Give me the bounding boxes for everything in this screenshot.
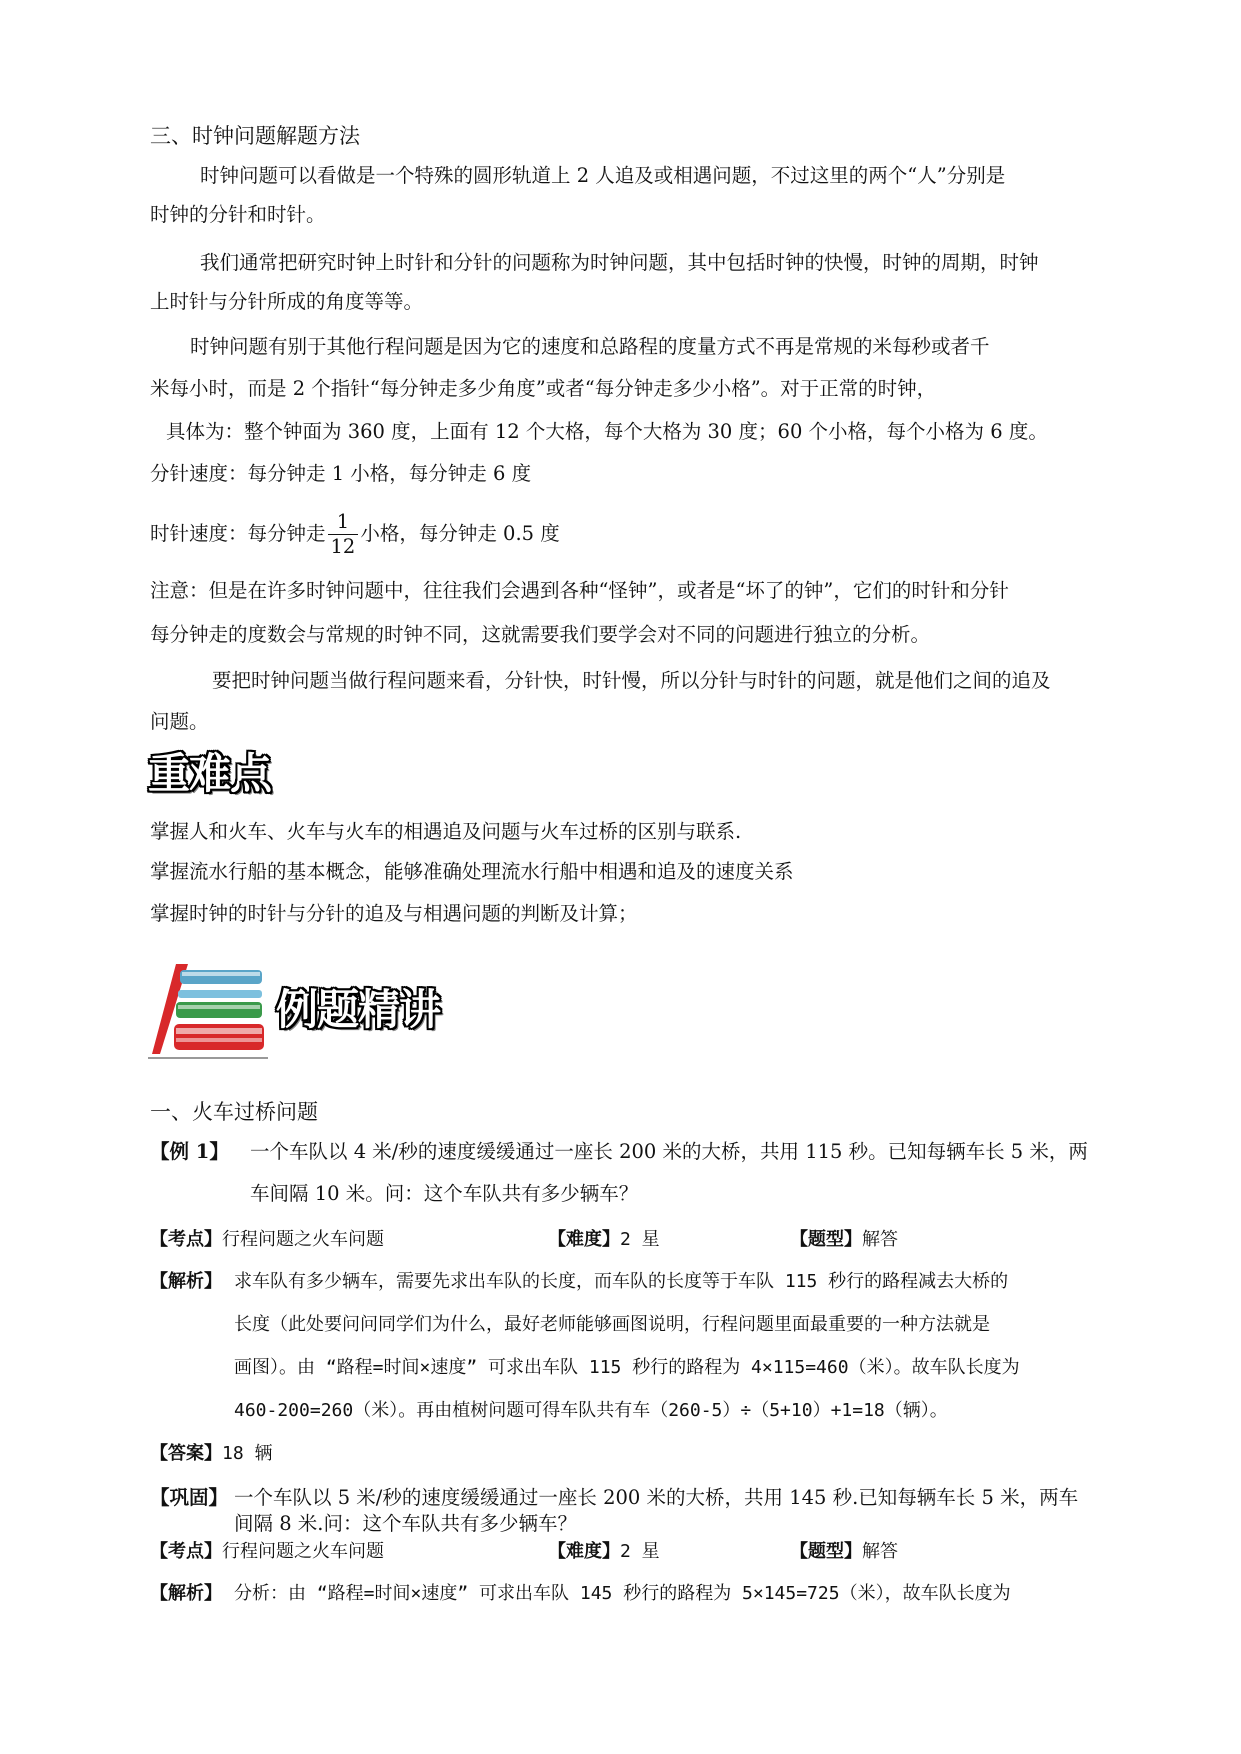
- paragraph-line: 要把时钟问题当做行程问题来看，分针快，时针慢，所以分针与时针的问题，就是他们之间的追及: [212, 669, 1051, 692]
- hour-speed-suffix: 小格，每分钟走 0.5 度: [360, 522, 560, 545]
- type-value: 解答: [862, 1229, 898, 1250]
- solution-line: 求车队有多少辆车，需要先求出车队的长度，而车队的长度等于车队 115 秒行的路程减去大桥的: [234, 1271, 1009, 1292]
- paragraph-line: 上时针与分针所成的角度等等。: [150, 290, 424, 313]
- paragraph-line: 时钟的分针和时针。: [150, 203, 326, 226]
- difficulty-item: 掌握流水行船的基本概念，能够准确处理流水行船中相遇和追及的速度关系: [150, 860, 794, 883]
- paragraph-line: 时钟问题可以看做是一个特殊的圆形轨道上 2 人追及或相遇问题，不过这里的两个“人”分别是: [200, 164, 1006, 187]
- difficulty-item: 掌握人和火车、火车与火车的相遇追及问题与火车过桥的区别与联系.: [150, 820, 742, 843]
- difficulty-item: 掌握时钟的时针与分针的追及与相遇问题的判断及计算；: [150, 902, 638, 925]
- meta-row: [790, 1226, 898, 1254]
- difficulty-value: 2 星: [620, 1541, 660, 1562]
- minute-speed-line: 分针速度：每分钟走 1 小格，每分钟走 6 度: [150, 462, 532, 485]
- question-line: 一个车队以 5 米/秒的速度缓缓通过一座长 200 米的大桥，共用 145 秒.已知每辆车长 5 米，两车: [234, 1486, 1079, 1509]
- answer-value: 18 辆: [222, 1443, 273, 1464]
- topic-value: 行程问题之火车问题: [222, 1541, 384, 1562]
- fraction-denominator: 12: [330, 535, 356, 558]
- note-line: 注意：但是在许多时钟问题中，往往我们会遇到各种“怪钟”，或者是“坏了的钟”，它们的时针和分针: [150, 579, 1009, 602]
- topic-value: 行程问题之火车问题: [222, 1229, 384, 1250]
- meta-tag: 【考点】: [150, 1229, 222, 1250]
- meta-row: [150, 1538, 384, 1566]
- difficulty-value: 2 星: [620, 1229, 660, 1250]
- meta-row: [790, 1538, 898, 1566]
- meta-tag: 【难度】: [548, 1541, 620, 1562]
- meta-tag: 【难度】: [548, 1229, 620, 1250]
- books-icon: [148, 962, 268, 1062]
- type-value: 解答: [862, 1541, 898, 1562]
- fraction: [328, 510, 359, 559]
- solution-line: 长度（此处要问问同学们为什么，最好老师能够画图说明，行程问题里面最重要的一种方法就是: [234, 1314, 990, 1335]
- question-line: 一个车队以 4 米/秒的速度缓缓通过一座长 200 米的大桥，共用 115 秒。已知每辆车长 5 米，两: [250, 1140, 1088, 1163]
- examples-title: 例题精讲: [276, 985, 441, 1034]
- hour-speed-line: [150, 506, 560, 562]
- meta-row: [150, 1226, 384, 1254]
- answer-row: [150, 1440, 273, 1468]
- example-tag: 【巩固】: [150, 1486, 229, 1509]
- meta-tag: 【考点】: [150, 1541, 222, 1562]
- solution-line: 分析：由 “路程=时间×速度” 可求出车队 145 秒行的路程为 5×145=725（米），故车队长度为: [234, 1583, 1011, 1604]
- meta-tag: 【题型】: [790, 1541, 862, 1562]
- meta-tag: 【解析】: [150, 1271, 222, 1292]
- section-heading: 三、时钟问题解题方法: [150, 124, 360, 148]
- section-heading: 一、火车过桥问题: [150, 1100, 318, 1124]
- solution-line: 460-200=260（米）。再由植树问题可得车队共有车（260-5）÷（5+10）+1=18（辆）。: [234, 1400, 948, 1421]
- paragraph-line: 具体为：整个钟面为 360 度，上面有 12 个大格，每个大格为 30 度；60 个小格，每个小格为 6 度。: [166, 420, 1048, 443]
- paragraph-line: 问题。: [150, 710, 209, 733]
- question-line: 车间隔 10 米。问：这个车队共有多少辆车？: [250, 1182, 639, 1205]
- paragraph-line: 我们通常把研究时钟上时针和分针的问题称为时钟问题，其中包括时钟的快慢，时钟的周期，时钟: [200, 251, 1039, 274]
- fraction-numerator: 1: [328, 510, 359, 535]
- paragraph-line: 米每小时，而是 2 个指针“每分钟走多少角度”或者“每分钟走多少小格”。对于正常的时钟，: [150, 377, 937, 400]
- meta-tag: 【题型】: [790, 1229, 862, 1250]
- difficulty-title: 重难点: [148, 749, 272, 798]
- hour-speed-prefix: 时针速度：每分钟走: [150, 522, 326, 545]
- solution-line: 画图）。由 “路程=时间×速度” 可求出车队 115 秒行的路程为 4×115=460（米）。故车队长度为: [234, 1357, 1020, 1378]
- meta-tag: 【解析】: [150, 1583, 222, 1604]
- paragraph-line: 时钟问题有别于其他行程问题是因为它的速度和总路程的度量方式不再是常规的米每秒或者千: [190, 335, 990, 358]
- meta-row: [548, 1226, 660, 1254]
- example-tag: 【例 1】: [150, 1140, 229, 1163]
- question-line: 间隔 8 米.问：这个车队共有多少辆车？: [234, 1512, 578, 1535]
- note-line: 每分钟走的度数会与常规的时钟不同，这就需要我们要学会对不同的问题进行独立的分析。: [150, 623, 931, 646]
- meta-tag: 【答案】: [150, 1443, 222, 1464]
- meta-row: [548, 1538, 660, 1566]
